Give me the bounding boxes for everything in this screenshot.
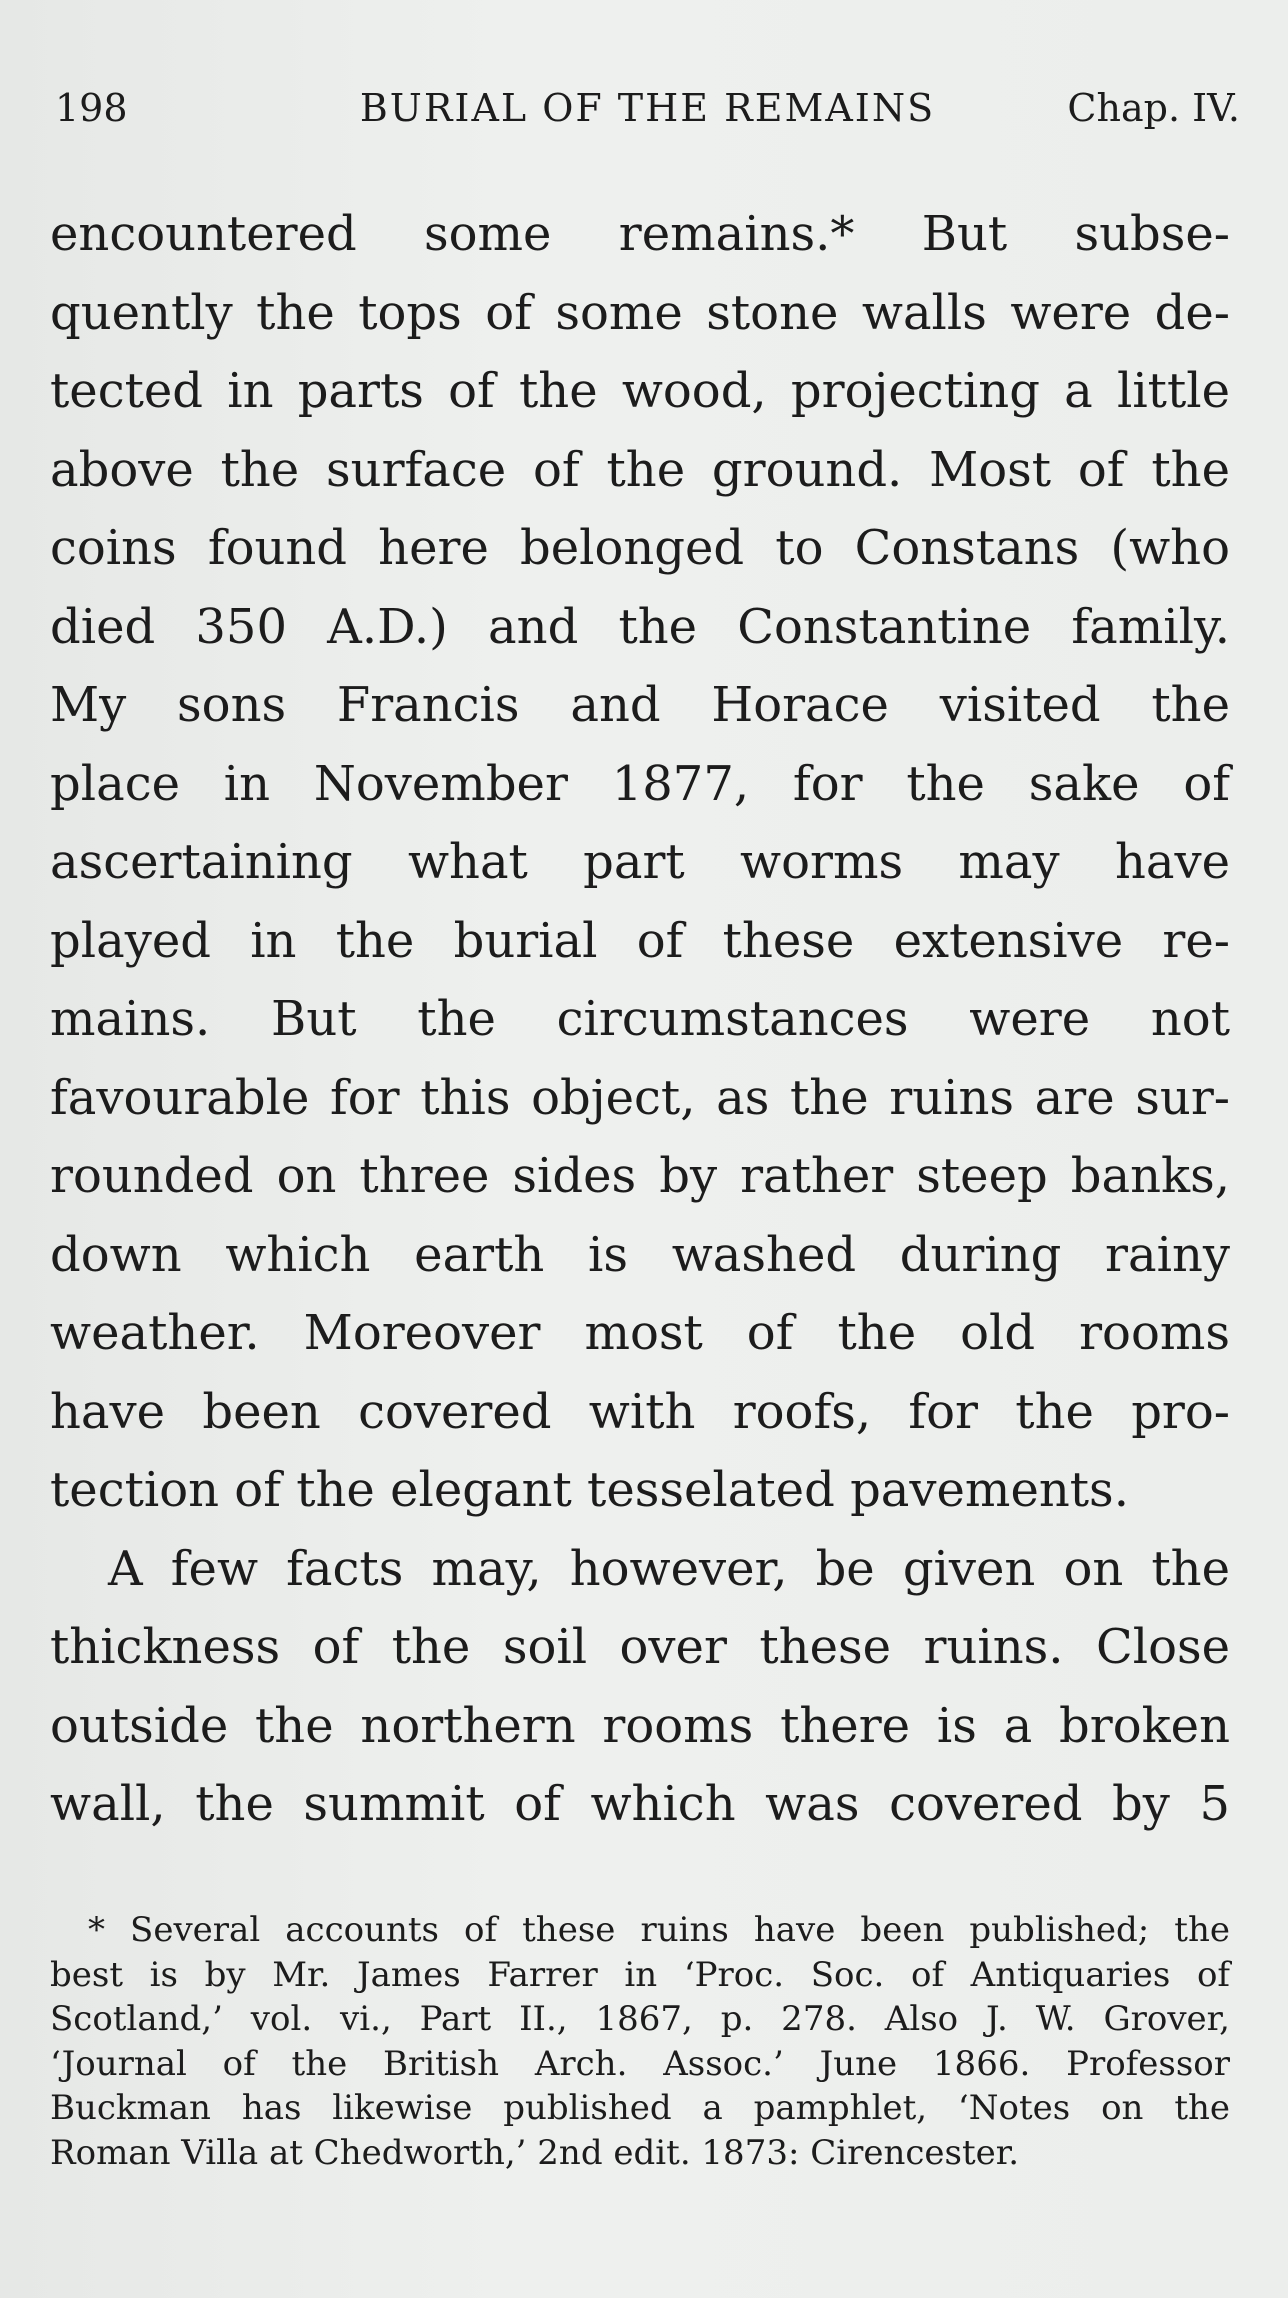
footnote-line: Roman Villa at Chedworth,’ 2nd edit. 1873: Cirencester. [50,2132,1020,2173]
text-line: My sons Francis and Horace visited the [50,677,1230,733]
text-line: tected in parts of the wood, projecting a little [50,363,1230,419]
running-header [55,78,1240,138]
text-line: mains. But the circumstances were not [50,991,1230,1047]
footnote-line: best is by Mr. James Farrer in ‘Proc. Soc. of Antiquaries of [50,1954,1230,1995]
text-line: encountered some remains.* But subse- [50,206,1230,262]
footnote-line: ‘Journal of the British Arch. Assoc.’ June 1866. Professor [50,2043,1230,2084]
chapter-label: Chap. IV. [1067,86,1240,130]
text-line: quently the tops of some stone walls were de- [50,284,1230,341]
text-line: weather. Moreover most of the old rooms [50,1305,1230,1361]
text-line: coins found here belonged to Constans (who [50,520,1230,576]
body-text [50,195,1230,1844]
footnote [50,1908,1230,2175]
text-line: outside the northern rooms there is a broken [50,1697,1230,1754]
footnote-line: Buckman has likewise published a pamphlet, ‘Notes on the [50,2088,1230,2128]
text-line: played in the burial of these extensive re- [50,912,1230,969]
text-line: favourable for this object, as the ruins are sur- [50,1069,1230,1126]
text-line: place in November 1877, for the sake of [50,755,1230,812]
text-line: A few facts may, however, be given on the [108,1540,1230,1597]
footnote-line: * Several accounts of these ruins have been published; the [88,1910,1230,1950]
text-line: wall, the summit of which was covered by 5 [50,1776,1230,1832]
page-number: 198 [55,86,128,130]
text-line: above the surface of the ground. Most of the [50,441,1230,498]
text-line: died 350 A.D.) and the Constantine family. [50,598,1230,655]
text-line: tection of the elegant tesselated pavements. [50,1462,1129,1518]
text-line: thickness of the soil over these ruins. Close [50,1619,1230,1675]
text-line: down which earth is washed during rainy [50,1226,1230,1283]
text-line: ascertaining what part worms may have [50,834,1230,890]
running-title: BURIAL OF THE REMAINS [359,86,936,130]
footnote-line: Scotland,’ vol. vi., Part II., 1867, p. 278. Also J. W. Grover, [50,1999,1230,2039]
text-line: rounded on three sides by rather steep banks, [50,1148,1230,1204]
text-line: have been covered with roofs, for the pro- [50,1383,1230,1440]
